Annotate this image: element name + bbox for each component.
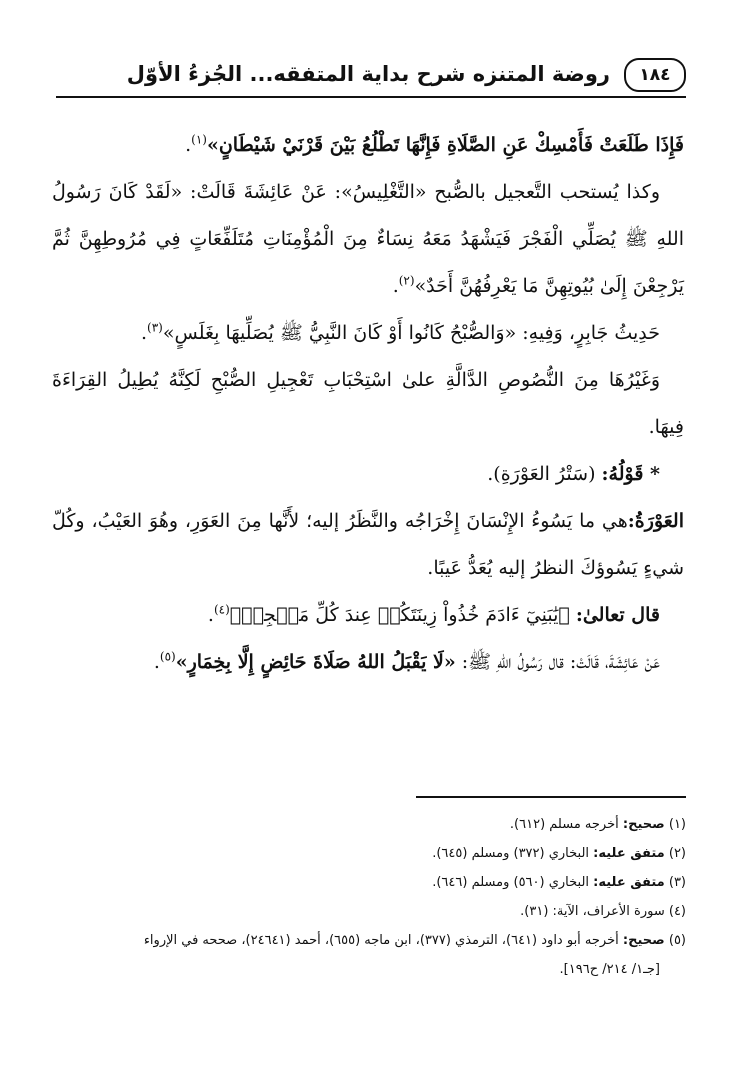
footnote-ref-1: (١) [191, 132, 207, 147]
khimar-hadith: «لَا يَقْبَلُ اللهُ صَلَاةَ حَائِضٍ إِلَّا بِخِمَارٍ» [175, 651, 456, 673]
footnote-divider [416, 796, 686, 798]
paragraph-4: وَغَيْرُهَا مِنَ النُّصُوصِ الدَّالَّةِ علىٰ اسْتِحْبَابِ تَعْجِيلِ الصُّبْحِ لَكِنَّهُ يُطِيلُ القِرَاءَةَ فِيهَا. [52, 369, 684, 438]
awra-term: العَوْرَةُ: [627, 510, 684, 532]
footnote-4: (٤) سورة الأعراف، الآية: (٣١). [520, 904, 686, 919]
jabir-hadith: حَدِيثُ جَابِرٍ، وَفِيهِ: «وَالصُّبْحُ كَانُوا أَوْ كَانَ النَّبِيُّ ﷺ يُصَلِّيهَا بِغَلَسٍ» [162, 322, 660, 344]
page-header [56, 56, 686, 98]
footnote-ref-4: (٤) [213, 602, 230, 617]
footnote-1: (١) صحيح: أخرجه مسلم (٦١٢). [509, 817, 686, 832]
footnotes [52, 810, 686, 984]
footnote-5-continuation: [جـ١/ ٢١٤/ ح١٩٦]. [559, 962, 660, 977]
aisha-intro: عَنْ عَائِشَةَ، قَالَتْ: قال رَسُولُ اللهِ ﷺ: [461, 651, 660, 673]
page-number: ١٨٤ [624, 58, 686, 92]
footnote-2: (٢) متفق عليه: البخاري (٣٧٢) ومسلم (٦٤٥). [432, 846, 686, 861]
taghlis-text: وكذا يُستحب التَّعجيل بالصُّبح «التَّغْلِيسُ»: عَنْ عَائِشَةَ قَالَتْ: «لَقَدْ كَانَ رَسُولُ اللهِ ﷺ يُصَلِّي الْفَجْرَ فَيَشْهَدُ مَعَهُ نِسَاءٌ مِنَ الْمُؤْمِنَاتِ مُتَلَفِّعَاتٍ فِي مُرُوطِهِنَّ ثُمَّ يَرْجِعْنَ إِلَىٰ بُيُوتِهِنَّ مَا يَعْرِفُهُنَّ أَحَدٌ» [52, 181, 684, 297]
hadith-continuation: فَإِذَا طَلَعَتْ فَأَمْسِكْ عَنِ الصَّلَاةِ فَإِنَّهَا تَطْلُعُ بَيْنَ قَرْنَيْ شَيْطَانٍ» [206, 134, 684, 156]
main-text [52, 122, 684, 686]
paragraph-8: عَنْ عَائِشَةَ، قَالَتْ: قال رَسُولُ اللهِ ﷺ: «لَا يَقْبَلُ اللهُ صَلَاةَ حَائِضٍ إِلَّا بِخِمَارٍ»$^{(٥)}$. [153, 649, 660, 673]
paragraph-2: وكذا يُستحب التَّعجيل بالصُّبح «التَّغْلِيسُ»: عَنْ عَائِشَةَ قَالَتْ: «لَقَدْ كَانَ رَسُولُ اللهِ ﷺ يُصَلِّي الْفَجْرَ فَيَشْهَدُ مَعَهُ نِسَاءٌ مِنَ الْمُؤْمِنَاتِ مُتَلَفِّعَاتٍ فِي مُرُوطِهِنَّ ثُمَّ يَرْجِعْنَ إِلَىٰ بُيُوتِهِنَّ مَا يَعْرِفُهُنَّ أَحَدٌ»$^{(٢)}$. [52, 181, 684, 297]
footnote-5: (٥) صحيح: أخرجه أبو داود (٦٤١)، الترمذي (٣٧٧)، ابن ماجه (٦٥٥)، أحمد (٢٤٦٤١)، صححه في الإرواء [143, 933, 686, 948]
awra-definition: هي ما يَسُوءُ الإِنْسَانَ إِخْرَاجُه والنَّظَرُ إليه؛ لأَنَّها مِنَ العَوَرِ، وهُوَ العَيْبُ، وكُلّ شيءٍ يَسُوؤكَ النظرُ إليه يُعَدُّ عَيبًا. [52, 510, 684, 579]
footnote-ref-3: (٣) [147, 320, 163, 335]
paragraph-7: قال تعالىٰ: ﴿يَٰبَنِيٓ ءَادَمَ خُذُواْ زِينَتَكُمۡ عِندَ كُلِّ مَسۡجِدٖ﴾$^{(٤)}$. [207, 602, 660, 626]
quran-verse: ﴿يَٰبَنِيٓ ءَادَمَ خُذُواْ زِينَتَكُمۡ عِندَ كُلِّ مَسۡجِدٖ﴾ [229, 604, 570, 626]
satr-al-awra: (سَتْرُ العَوْرَةِ). [487, 463, 596, 485]
running-title: روضة المتنزه شرح بداية المتفقه... الجُزءُ الأوّل [126, 62, 610, 86]
qala-taala-label: قال تعالىٰ: [575, 604, 660, 626]
paragraph-6 [52, 498, 684, 592]
paragraph-5 [52, 451, 684, 498]
footnote-ref-5: (٥) [159, 649, 176, 664]
footnote-ref-2: (٢) [398, 273, 415, 288]
paragraph-1: فَإِذَا طَلَعَتْ فَأَمْسِكْ عَنِ الصَّلَاةِ فَإِنَّهَا تَطْلُعُ بَيْنَ قَرْنَيْ شَيْطَانٍ»$^{(١)}$. [185, 132, 684, 156]
paragraph-3: حَدِيثُ جَابِرٍ، وَفِيهِ: «وَالصُّبْحُ كَانُوا أَوْ كَانَ النَّبِيُّ ﷺ يُصَلِّيهَا بِغَلَسٍ»$^{(٣)}$. [140, 320, 660, 344]
qawluhu-label: * قَوْلُهُ: [601, 463, 660, 485]
footnote-3: (٣) متفق عليه: البخاري (٥٦٠) ومسلم (٦٤٦). [432, 875, 686, 890]
